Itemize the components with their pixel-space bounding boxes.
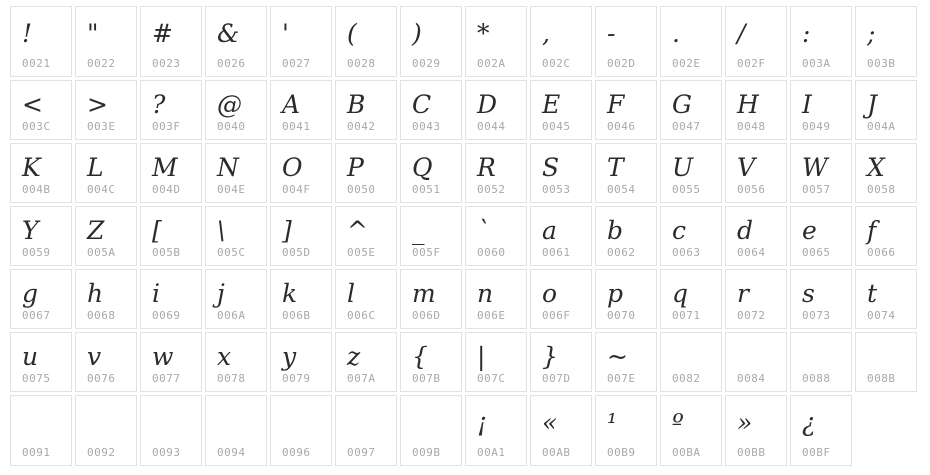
glyph-code-label: 0079 bbox=[282, 372, 311, 385]
glyph-char: n bbox=[477, 279, 494, 308]
glyph-cell bbox=[465, 206, 527, 266]
glyph-cell bbox=[725, 6, 787, 77]
glyph-char: e bbox=[802, 216, 817, 245]
glyph-char: ~ bbox=[607, 342, 628, 371]
glyph-char: C bbox=[412, 90, 432, 119]
glyph-cell bbox=[75, 269, 137, 329]
glyph-char: [ bbox=[152, 216, 162, 245]
glyph-code-label: 0091 bbox=[22, 446, 51, 459]
glyph-row bbox=[10, 395, 918, 466]
glyph-code-label: 0045 bbox=[542, 120, 571, 133]
glyph-code-label: 0075 bbox=[22, 372, 51, 385]
glyph-cell bbox=[465, 332, 527, 392]
glyph-code-label: 0096 bbox=[282, 446, 311, 459]
glyph-cell bbox=[725, 80, 787, 140]
glyph-code-label: 005E bbox=[347, 246, 376, 259]
glyph-code-label: 0040 bbox=[217, 120, 246, 133]
glyph-code-label: 0041 bbox=[282, 120, 311, 133]
glyph-code-label: 005C bbox=[217, 246, 246, 259]
glyph-row bbox=[10, 269, 918, 329]
glyph-cell bbox=[270, 206, 332, 266]
glyph-code-label: 0094 bbox=[217, 446, 246, 459]
glyph-cell bbox=[205, 332, 267, 392]
glyph-cell bbox=[660, 6, 722, 77]
glyph-cell bbox=[335, 143, 397, 203]
glyph-char: > bbox=[87, 90, 108, 119]
glyph-char: * bbox=[477, 19, 490, 48]
glyph-cell bbox=[75, 395, 137, 466]
glyph-cell bbox=[790, 395, 852, 466]
glyph-char: J bbox=[867, 90, 878, 119]
glyph-code-label: 00B9 bbox=[607, 446, 636, 459]
glyph-code-label: 0046 bbox=[607, 120, 636, 133]
glyph-cell bbox=[400, 395, 462, 466]
glyph-cell bbox=[530, 80, 592, 140]
glyph-cell bbox=[400, 6, 462, 77]
glyph-char: º bbox=[672, 408, 684, 437]
glyph-code-label: 002D bbox=[607, 57, 636, 70]
glyph-cell bbox=[530, 6, 592, 77]
glyph-cell bbox=[595, 269, 657, 329]
glyph-char: R bbox=[477, 153, 496, 182]
character-map-grid bbox=[10, 6, 918, 466]
glyph-char: ; bbox=[867, 19, 876, 48]
glyph-code-label: 006F bbox=[542, 309, 571, 322]
glyph-char bbox=[347, 410, 390, 438]
glyph-code-label: 005F bbox=[412, 246, 441, 259]
glyph-code-label: 004A bbox=[867, 120, 896, 133]
glyph-cell bbox=[790, 332, 852, 392]
glyph-char: ( bbox=[347, 19, 357, 48]
glyph-cell bbox=[855, 6, 917, 77]
glyph-code-label: 003C bbox=[22, 120, 51, 133]
glyph-code-label: 007C bbox=[477, 372, 506, 385]
glyph-char: V bbox=[737, 153, 756, 182]
glyph-cell bbox=[10, 143, 72, 203]
glyph-row bbox=[10, 80, 918, 140]
glyph-code-label: 003B bbox=[867, 57, 896, 70]
glyph-code-label: 004D bbox=[152, 183, 181, 196]
glyph-cell bbox=[140, 206, 202, 266]
glyph-cell bbox=[335, 332, 397, 392]
glyph-char: k bbox=[282, 279, 298, 308]
glyph-cell bbox=[465, 80, 527, 140]
glyph-cell bbox=[595, 332, 657, 392]
glyph-code-label: 0052 bbox=[477, 183, 506, 196]
glyph-cell bbox=[140, 143, 202, 203]
glyph-char: m bbox=[412, 279, 436, 308]
glyph-char: { bbox=[412, 342, 428, 371]
glyph-char: a bbox=[542, 216, 557, 245]
glyph-cell bbox=[10, 6, 72, 77]
glyph-cell bbox=[140, 269, 202, 329]
glyph-code-label: 0059 bbox=[22, 246, 51, 259]
glyph-code-label: 0093 bbox=[152, 446, 181, 459]
glyph-char: ) bbox=[412, 19, 422, 48]
glyph-code-label: 0051 bbox=[412, 183, 441, 196]
glyph-cell bbox=[660, 206, 722, 266]
glyph-cell bbox=[10, 80, 72, 140]
glyph-code-label: 002E bbox=[672, 57, 701, 70]
glyph-cell bbox=[335, 6, 397, 77]
glyph-code-label: 0044 bbox=[477, 120, 506, 133]
glyph-cell bbox=[465, 395, 527, 466]
glyph-code-label: 00BF bbox=[802, 446, 831, 459]
glyph-char: ^ bbox=[347, 216, 368, 245]
glyph-cell bbox=[790, 6, 852, 77]
glyph-cell bbox=[725, 206, 787, 266]
glyph-char: F bbox=[607, 90, 625, 119]
glyph-char: d bbox=[737, 216, 754, 245]
glyph-char: I bbox=[802, 90, 812, 119]
glyph-code-label: 008B bbox=[867, 372, 896, 385]
glyph-code-label: 004C bbox=[87, 183, 116, 196]
glyph-char: P bbox=[347, 153, 364, 182]
glyph-code-label: 007E bbox=[607, 372, 636, 385]
glyph-cell bbox=[725, 332, 787, 392]
glyph-code-label: 007D bbox=[542, 372, 571, 385]
glyph-code-label: 005D bbox=[282, 246, 311, 259]
glyph-char: ! bbox=[22, 19, 33, 48]
glyph-char: D bbox=[477, 90, 498, 119]
glyph-cell bbox=[10, 269, 72, 329]
glyph-code-label: 0076 bbox=[87, 372, 116, 385]
glyph-code-label: 0074 bbox=[867, 309, 896, 322]
glyph-char: c bbox=[672, 216, 687, 245]
glyph-code-label: 0050 bbox=[347, 183, 376, 196]
glyph-code-label: 0070 bbox=[607, 309, 636, 322]
glyph-char: t bbox=[867, 279, 878, 308]
glyph-code-label: 006D bbox=[412, 309, 441, 322]
glyph-char: Z bbox=[87, 216, 105, 245]
glyph-code-label: 0057 bbox=[802, 183, 831, 196]
glyph-char: f bbox=[867, 216, 877, 245]
glyph-char: ¿ bbox=[802, 408, 816, 437]
glyph-char: z bbox=[347, 342, 361, 371]
glyph-code-label: 00BA bbox=[672, 446, 701, 459]
glyph-cell bbox=[400, 80, 462, 140]
glyph-code-label: 007B bbox=[412, 372, 441, 385]
glyph-char: K bbox=[22, 153, 41, 182]
glyph-cell bbox=[530, 269, 592, 329]
glyph-char bbox=[672, 344, 715, 372]
glyph-cell bbox=[465, 269, 527, 329]
glyph-cell bbox=[530, 395, 592, 466]
glyph-code-label: 0084 bbox=[737, 372, 766, 385]
glyph-char: g bbox=[22, 279, 39, 308]
glyph-cell bbox=[205, 80, 267, 140]
glyph-code-label: 0022 bbox=[87, 57, 116, 70]
glyph-code-label: 0066 bbox=[867, 246, 896, 259]
glyph-row bbox=[10, 6, 918, 77]
glyph-char: \ bbox=[217, 216, 226, 245]
glyph-char bbox=[412, 410, 455, 438]
glyph-cell bbox=[660, 332, 722, 392]
glyph-cell bbox=[790, 143, 852, 203]
glyph-char: q bbox=[672, 279, 689, 308]
glyph-char: & bbox=[217, 19, 240, 48]
glyph-cell bbox=[725, 395, 787, 466]
glyph-code-label: 0071 bbox=[672, 309, 701, 322]
glyph-char: # bbox=[152, 19, 173, 48]
glyph-char: ? bbox=[152, 90, 166, 119]
glyph-cell bbox=[790, 269, 852, 329]
glyph-code-label: 0064 bbox=[737, 246, 766, 259]
glyph-code-label: 0055 bbox=[672, 183, 701, 196]
glyph-char: s bbox=[802, 279, 815, 308]
glyph-char: S bbox=[542, 153, 560, 182]
glyph-code-label: 004E bbox=[217, 183, 246, 196]
glyph-code-label: 006B bbox=[282, 309, 311, 322]
glyph-cell bbox=[465, 143, 527, 203]
glyph-cell bbox=[400, 269, 462, 329]
glyph-code-label: 0027 bbox=[282, 57, 311, 70]
glyph-cell bbox=[790, 206, 852, 266]
glyph-code-label: 0048 bbox=[737, 120, 766, 133]
glyph-cell bbox=[10, 206, 72, 266]
glyph-code-label: 0042 bbox=[347, 120, 376, 133]
glyph-cell bbox=[660, 143, 722, 203]
glyph-cell bbox=[140, 332, 202, 392]
glyph-code-label: 0047 bbox=[672, 120, 701, 133]
glyph-char: _ bbox=[412, 216, 425, 245]
glyph-code-label: 009B bbox=[412, 446, 441, 459]
glyph-char: H bbox=[737, 90, 759, 119]
glyph-char: , bbox=[542, 19, 550, 48]
glyph-cell bbox=[75, 332, 137, 392]
glyph-char: " bbox=[87, 19, 99, 48]
glyph-code-label: 0067 bbox=[22, 309, 51, 322]
glyph-cell bbox=[140, 80, 202, 140]
glyph-code-label: 0082 bbox=[672, 372, 701, 385]
glyph-code-label: 0029 bbox=[412, 57, 441, 70]
glyph-cell bbox=[140, 6, 202, 77]
glyph-char: ¡ bbox=[477, 408, 488, 437]
glyph-char: ` bbox=[477, 216, 490, 245]
glyph-char: E bbox=[542, 90, 561, 119]
glyph-char: . bbox=[672, 19, 680, 48]
glyph-code-label: 002C bbox=[542, 57, 571, 70]
glyph-code-label: 003E bbox=[87, 120, 116, 133]
glyph-code-label: 004F bbox=[282, 183, 311, 196]
glyph-cell bbox=[335, 269, 397, 329]
glyph-char: i bbox=[152, 279, 160, 308]
glyph-char: j bbox=[217, 279, 225, 308]
glyph-cell bbox=[270, 6, 332, 77]
glyph-char: } bbox=[542, 342, 558, 371]
glyph-char: v bbox=[87, 342, 102, 371]
glyph-cell bbox=[335, 395, 397, 466]
glyph-code-label: 005A bbox=[87, 246, 116, 259]
glyph-cell bbox=[205, 6, 267, 77]
glyph-code-label: 002F bbox=[737, 57, 766, 70]
glyph-code-label: 003F bbox=[152, 120, 181, 133]
glyph-code-label: 0049 bbox=[802, 120, 831, 133]
glyph-cell bbox=[725, 143, 787, 203]
glyph-cell bbox=[530, 206, 592, 266]
glyph-char: / bbox=[737, 19, 746, 48]
glyph-cell bbox=[205, 206, 267, 266]
glyph-code-label: 0072 bbox=[737, 309, 766, 322]
glyph-cell bbox=[855, 80, 917, 140]
glyph-code-label: 0026 bbox=[217, 57, 246, 70]
glyph-cell bbox=[855, 143, 917, 203]
glyph-code-label: 006E bbox=[477, 309, 506, 322]
glyph-cell bbox=[75, 6, 137, 77]
glyph-cell bbox=[75, 80, 137, 140]
glyph-char: ¹ bbox=[607, 408, 618, 437]
glyph-char: r bbox=[737, 279, 749, 308]
glyph-code-label: 0043 bbox=[412, 120, 441, 133]
glyph-char: A bbox=[282, 90, 301, 119]
glyph-char: < bbox=[22, 90, 43, 119]
glyph-cell bbox=[660, 269, 722, 329]
glyph-cell bbox=[660, 395, 722, 466]
glyph-char: x bbox=[217, 342, 232, 371]
glyph-code-label: 0061 bbox=[542, 246, 571, 259]
glyph-code-label: 0063 bbox=[672, 246, 701, 259]
glyph-cell bbox=[400, 332, 462, 392]
glyph-char: ] bbox=[282, 216, 292, 245]
glyph-char: T bbox=[607, 153, 624, 182]
glyph-cell bbox=[10, 395, 72, 466]
glyph-code-label: 00BB bbox=[737, 446, 766, 459]
glyph-cell bbox=[140, 395, 202, 466]
glyph-char: » bbox=[737, 408, 753, 437]
glyph-code-label: 0078 bbox=[217, 372, 246, 385]
glyph-code-label: 0077 bbox=[152, 372, 181, 385]
glyph-code-label: 0028 bbox=[347, 57, 376, 70]
glyph-code-label: 0062 bbox=[607, 246, 636, 259]
glyph-char bbox=[802, 344, 845, 372]
glyph-char bbox=[737, 344, 780, 372]
glyph-code-label: 006C bbox=[347, 309, 376, 322]
glyph-char: G bbox=[672, 90, 692, 119]
glyph-char bbox=[152, 410, 195, 438]
glyph-cell bbox=[465, 6, 527, 77]
glyph-code-label: 0068 bbox=[87, 309, 116, 322]
glyph-code-label: 00AB bbox=[542, 446, 571, 459]
glyph-char: b bbox=[607, 216, 624, 245]
glyph-char bbox=[217, 410, 260, 438]
glyph-code-label: 0065 bbox=[802, 246, 831, 259]
glyph-cell bbox=[335, 80, 397, 140]
glyph-cell bbox=[270, 269, 332, 329]
glyph-char: U bbox=[672, 153, 694, 182]
glyph-char: X bbox=[867, 153, 885, 182]
glyph-cell bbox=[205, 269, 267, 329]
glyph-cell bbox=[400, 143, 462, 203]
glyph-char: @ bbox=[217, 90, 242, 119]
glyph-cell bbox=[595, 395, 657, 466]
glyph-code-label: 0023 bbox=[152, 57, 181, 70]
glyph-cell bbox=[205, 143, 267, 203]
glyph-cell bbox=[270, 80, 332, 140]
glyph-code-label: 0058 bbox=[867, 183, 896, 196]
glyph-cell bbox=[595, 206, 657, 266]
glyph-cell bbox=[660, 80, 722, 140]
glyph-char: u bbox=[22, 342, 39, 371]
glyph-char: l bbox=[347, 279, 355, 308]
glyph-cell bbox=[595, 143, 657, 203]
glyph-cell bbox=[270, 143, 332, 203]
glyph-code-label: 002A bbox=[477, 57, 506, 70]
glyph-cell bbox=[400, 206, 462, 266]
glyph-char: O bbox=[282, 153, 303, 182]
glyph-code-label: 0097 bbox=[347, 446, 376, 459]
glyph-code-label: 007A bbox=[347, 372, 376, 385]
glyph-cell bbox=[335, 206, 397, 266]
glyph-code-label: 0053 bbox=[542, 183, 571, 196]
glyph-code-label: 004B bbox=[22, 183, 51, 196]
glyph-char: w bbox=[152, 342, 174, 371]
glyph-cell bbox=[855, 269, 917, 329]
glyph-cell bbox=[270, 332, 332, 392]
glyph-cell bbox=[595, 6, 657, 77]
glyph-char: p bbox=[607, 279, 624, 308]
glyph-char bbox=[867, 344, 910, 372]
glyph-code-label: 006A bbox=[217, 309, 246, 322]
glyph-char: « bbox=[542, 408, 558, 437]
glyph-char: Y bbox=[22, 216, 39, 245]
glyph-code-label: 00A1 bbox=[477, 446, 506, 459]
glyph-cell bbox=[270, 395, 332, 466]
glyph-code-label: 0021 bbox=[22, 57, 51, 70]
glyph-char bbox=[87, 410, 130, 438]
glyph-row bbox=[10, 332, 918, 392]
glyph-code-label: 0056 bbox=[737, 183, 766, 196]
glyph-code-label: 005B bbox=[152, 246, 181, 259]
glyph-cell bbox=[530, 143, 592, 203]
glyph-code-label: 0069 bbox=[152, 309, 181, 322]
glyph-char: - bbox=[607, 19, 616, 48]
glyph-char: L bbox=[87, 153, 104, 182]
glyph-char: M bbox=[152, 153, 178, 182]
glyph-cell bbox=[595, 80, 657, 140]
glyph-code-label: 003A bbox=[802, 57, 831, 70]
glyph-cell bbox=[855, 332, 917, 392]
glyph-char: Q bbox=[412, 153, 433, 182]
glyph-char: o bbox=[542, 279, 558, 308]
glyph-cell bbox=[205, 395, 267, 466]
glyph-char: y bbox=[282, 342, 297, 371]
glyph-code-label: 0060 bbox=[477, 246, 506, 259]
glyph-char bbox=[22, 410, 65, 438]
glyph-char: N bbox=[217, 153, 239, 182]
glyph-char: B bbox=[347, 90, 366, 119]
glyph-char: ' bbox=[282, 19, 289, 48]
glyph-cell bbox=[855, 206, 917, 266]
glyph-row bbox=[10, 143, 918, 203]
glyph-char: h bbox=[87, 279, 104, 308]
glyph-char: | bbox=[477, 342, 486, 371]
glyph-char: W bbox=[802, 153, 828, 182]
glyph-cell bbox=[10, 332, 72, 392]
glyph-code-label: 0088 bbox=[802, 372, 831, 385]
glyph-code-label: 0054 bbox=[607, 183, 636, 196]
glyph-cell bbox=[75, 143, 137, 203]
glyph-cell bbox=[530, 332, 592, 392]
glyph-row bbox=[10, 206, 918, 266]
glyph-code-label: 0092 bbox=[87, 446, 116, 459]
glyph-cell bbox=[725, 269, 787, 329]
glyph-cell bbox=[75, 206, 137, 266]
glyph-code-label: 0073 bbox=[802, 309, 831, 322]
glyph-char: : bbox=[802, 19, 811, 48]
glyph-char bbox=[282, 410, 325, 438]
glyph-cell bbox=[790, 80, 852, 140]
